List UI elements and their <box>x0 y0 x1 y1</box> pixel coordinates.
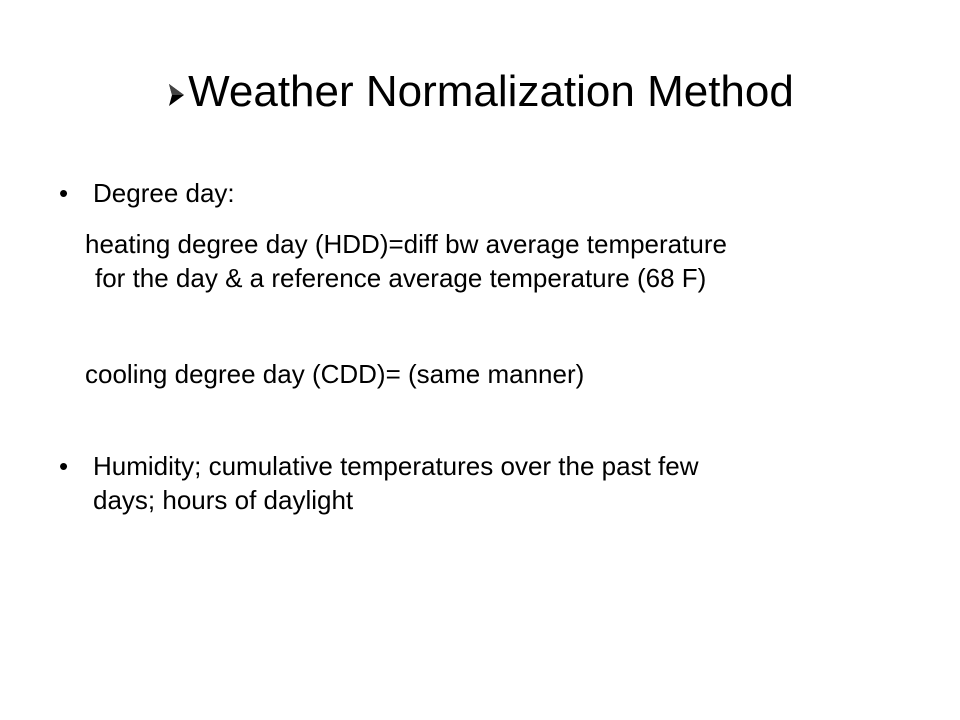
hdd-definition-line-1: heating degree day (HDD)=diff bw average temperature <box>85 229 727 259</box>
bullet-humidity-line-1: Humidity; cumulative temperatures over the past few <box>93 451 699 481</box>
hdd-definition <box>85 227 885 295</box>
cdd-definition: cooling degree day (CDD)= (same manner) <box>85 359 585 389</box>
bullet-marker: • <box>59 178 69 208</box>
bullet-humidity-line-2: days; hours of daylight <box>93 485 354 515</box>
arrow-bullet-icon <box>166 62 188 122</box>
bullet-humidity <box>93 449 893 517</box>
bullet-marker: • <box>59 451 69 481</box>
slide-title-text: Weather Normalization Method <box>188 67 794 116</box>
hdd-definition-line-2: for the day & a reference average temperature (68 F) <box>95 263 707 293</box>
slide-title <box>0 62 960 122</box>
bullet-degree-day: Degree day: <box>93 178 235 208</box>
